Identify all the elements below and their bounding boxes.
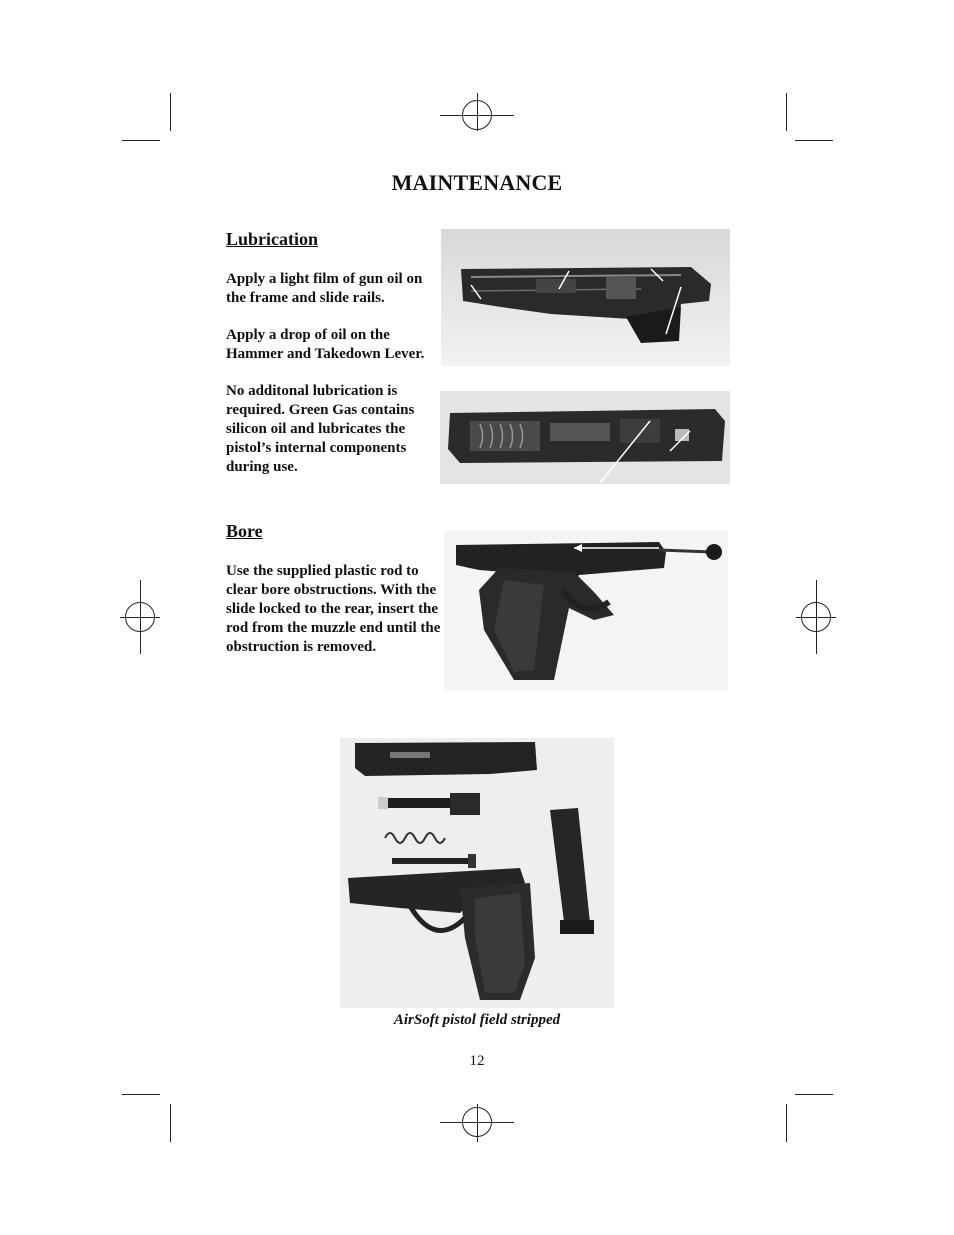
frame-rails-photo bbox=[441, 229, 730, 366]
bore-paragraph: Use the supplied plastic rod to clear bore obstructions. With the slide locked to the rear, insert the rod from the muzzle end until the obstruction is removed. bbox=[226, 563, 441, 655]
lubrication-paragraph-2: Apply a drop of oil on the Hammer and Takedown Lever. bbox=[226, 327, 425, 362]
figure-caption: AirSoft pistol field stripped bbox=[393, 1012, 561, 1028]
lubrication-paragraph-1: Apply a light film of gun oil on the frame and slide rails. bbox=[226, 271, 423, 306]
page-title: MAINTENANCE bbox=[391, 170, 563, 195]
lubrication-paragraph-3: No additonal lubrication is required. Green Gas contains silicon oil and lubricates the pistol’s internal components during use. bbox=[226, 383, 415, 475]
bore-rod-photo bbox=[444, 530, 728, 690]
bore-heading: Bore bbox=[226, 521, 263, 541]
page-number: 12 bbox=[469, 1053, 485, 1069]
field-stripped-photo bbox=[340, 738, 614, 1008]
lubrication-heading: Lubrication bbox=[226, 229, 319, 249]
slide-interior-photo bbox=[440, 391, 730, 484]
